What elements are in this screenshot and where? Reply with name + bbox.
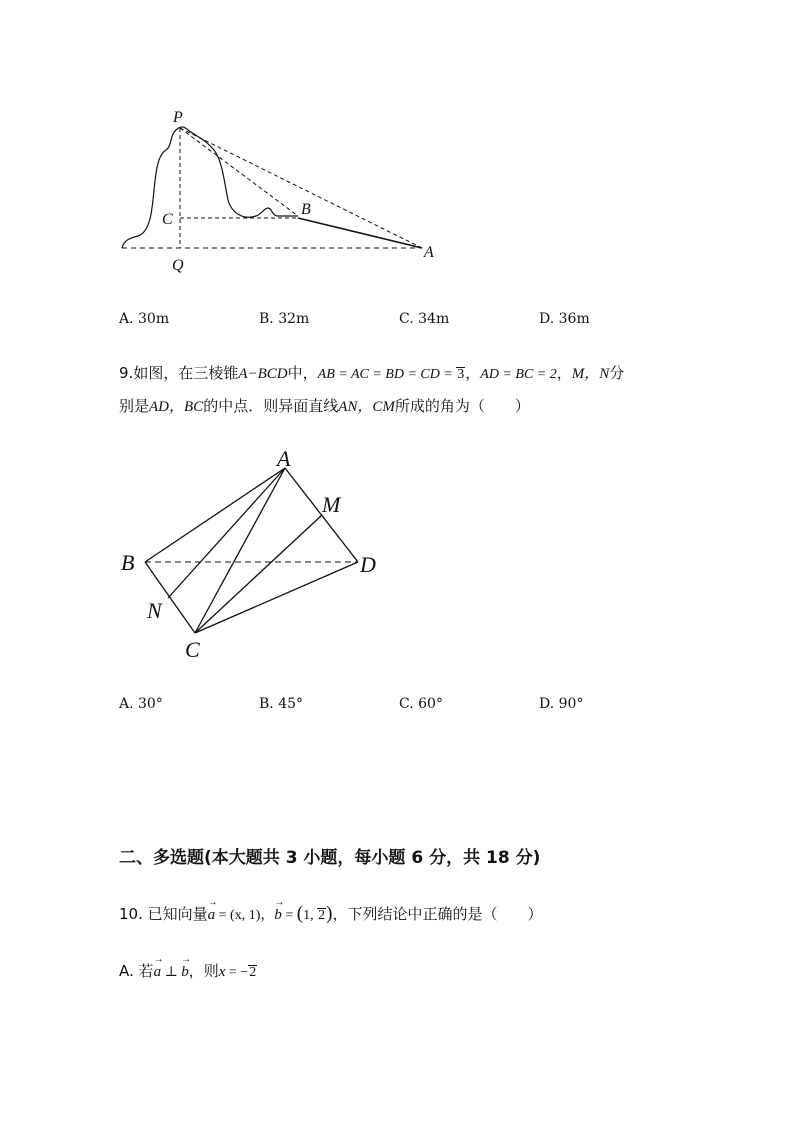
- question-text: 所成的角为（ ）: [394, 397, 530, 415]
- equation-ad-bc: AD = BC = 2: [480, 367, 557, 382]
- perpendicular-symbol: ⊥: [161, 965, 182, 980]
- label-n: N: [147, 598, 162, 623]
- vector-a-value: = (x, 1): [215, 908, 261, 923]
- line-ba: [298, 218, 422, 248]
- q9-line-2: [119, 395, 530, 416]
- segments-ad-bc: AD，BC: [149, 399, 204, 415]
- q8-option-b[interactable]: [259, 311, 309, 327]
- option-text: 30°: [138, 696, 163, 712]
- option-text: 45°: [278, 696, 304, 712]
- vector-b-value: 1,: [303, 908, 318, 923]
- section-heading: 二、多选题(本大题共 3 小题，每小题 6 分，共 18 分): [119, 848, 541, 868]
- tetrahedron-figure: [115, 440, 395, 670]
- sqrt-three: 3: [457, 367, 465, 382]
- vector-b: → b: [274, 907, 282, 924]
- edge-ac: [195, 468, 285, 633]
- q9-line-1: [119, 362, 624, 383]
- sqrt-two: 2: [249, 965, 257, 980]
- option-text: 32m: [278, 311, 310, 327]
- line-cm: [195, 515, 322, 633]
- q8-option-c[interactable]: [399, 311, 449, 327]
- lines-an-cm: AN，CM: [338, 399, 395, 415]
- right-paren: ): [326, 903, 333, 924]
- separator: ，: [260, 908, 275, 923]
- vector-a: → a: [208, 907, 216, 924]
- line-an: [168, 468, 285, 598]
- pyramid-name: A−BCD: [238, 366, 288, 382]
- option-text: ，则: [188, 962, 219, 980]
- variable-x: x: [218, 964, 226, 980]
- question-text: 分: [609, 364, 625, 382]
- vector-b: → b: [181, 964, 189, 981]
- question-number: 9.: [119, 364, 134, 382]
- option-letter: C.: [399, 311, 414, 327]
- label-q: Q: [172, 257, 184, 274]
- q8-option-d[interactable]: [539, 311, 590, 327]
- option-letter: D.: [539, 311, 555, 327]
- label-d: D: [360, 552, 376, 577]
- label-m: M: [322, 492, 341, 517]
- question-text: 如图，在三棱锥: [133, 364, 239, 382]
- vector-a: → a: [154, 964, 162, 981]
- label-c: C: [185, 637, 200, 662]
- q9-option-d[interactable]: [539, 696, 583, 712]
- option-text: 若: [138, 962, 154, 980]
- question-number: 10.: [119, 905, 143, 923]
- mountain-outline: [122, 127, 298, 248]
- option-text: 30m: [138, 311, 170, 327]
- option-letter: A.: [119, 962, 134, 980]
- option-letter: A.: [119, 311, 134, 327]
- equation-edges: AB = AC = BD = CD =: [317, 367, 457, 382]
- equals-sign: =: [281, 908, 297, 923]
- option-text: 36m: [558, 311, 590, 327]
- question-text: 的中点．则异面直线: [203, 397, 339, 415]
- option-letter: B.: [259, 311, 274, 327]
- question-text: 已知向量: [147, 905, 208, 923]
- question-text: 别是: [119, 397, 150, 415]
- label-b: B: [121, 550, 135, 575]
- label-a: A: [424, 244, 434, 261]
- dashed-line-pa: [180, 128, 422, 248]
- option-letter: C.: [399, 696, 414, 712]
- figure-lines: [122, 127, 422, 248]
- edge-ab: [145, 468, 285, 562]
- q8-option-a[interactable]: [119, 311, 169, 327]
- option-text: 60°: [418, 696, 443, 712]
- edge-cd: [195, 562, 358, 633]
- question-text: ，下列结论中正确的是（ ）: [332, 905, 543, 923]
- question-text: ，: [556, 364, 572, 382]
- option-letter: A.: [119, 696, 134, 712]
- dashed-line-pb: [180, 128, 298, 216]
- option-letter: D.: [539, 696, 555, 712]
- option-text: 90°: [558, 696, 584, 712]
- label-a: A: [277, 446, 291, 471]
- equals-minus: = −: [225, 965, 249, 980]
- q10-option-a[interactable]: [119, 960, 257, 981]
- label-c: C: [162, 211, 173, 228]
- q9-option-a[interactable]: [119, 696, 163, 712]
- q9-option-b[interactable]: [259, 696, 303, 712]
- points-mn: M，N: [571, 366, 610, 382]
- mountain-figure: [110, 100, 450, 280]
- q10-line: [119, 903, 542, 925]
- label-p: P: [173, 109, 183, 126]
- q9-option-c[interactable]: [399, 696, 443, 712]
- question-text: ，: [465, 364, 481, 382]
- left-paren: (: [296, 903, 304, 924]
- sqrt-two: 2: [318, 908, 326, 923]
- question-text: 中，: [287, 364, 318, 382]
- option-text: 34m: [418, 311, 450, 327]
- option-letter: B.: [259, 696, 274, 712]
- label-b: B: [301, 201, 311, 218]
